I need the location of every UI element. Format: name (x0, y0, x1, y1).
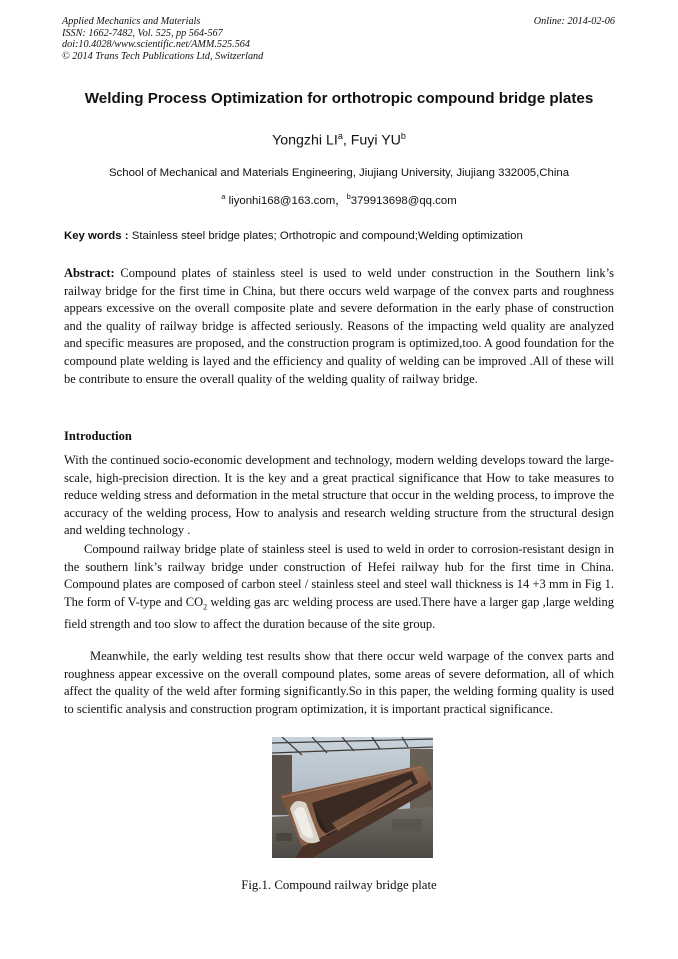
author-name-2: Fuyi YU (350, 132, 401, 149)
author-separator: , (342, 132, 351, 149)
email-sup-a: a (221, 192, 226, 202)
co2-subscript: 2 (203, 602, 208, 612)
abstract-label: Abstract: (64, 266, 115, 280)
intro-paragraph-1: With the continued socio-economic development and technology, modern welding develops toward the large-scale, high-precision direction. It is the key and a great practical significance that How to take measures to reduce welding stress and deformation in the metal structure that occur in the welding process, to improve the accuracy of the welding process, How to analysis and research welding structure from the structural design and welding technology . (64, 453, 614, 538)
journal-name: Applied Mechanics and Materials (62, 16, 201, 27)
copyright-line: © 2014 Trans Tech Publications Ltd, Switzerland (62, 50, 264, 62)
figure-photo (272, 737, 433, 858)
intro-paragraph-3: Meanwhile, the early welding test results show that there occur weld warpage of the convex parts and roughness appear excessive on the overall compound plates, some areas of severe deformation, all of which affect the quality of the weld after forming significantly.So in this paper, the welding forming quality is used to scientific analysis and construction program optimization, it is important practical significance. (64, 649, 614, 716)
abstract (64, 265, 614, 388)
section-heading-introduction: Introduction (64, 429, 132, 443)
intro-paragraph-2 (64, 541, 614, 633)
online-date: Online: 2014-02-06 (533, 16, 615, 27)
author-line (0, 131, 678, 149)
issn-line: ISSN: 1662-7482, Vol. 525, pp 564-567 (62, 27, 223, 39)
author-name-1: Yongzhi LI (272, 132, 338, 149)
doi-line: doi:10.4028/www.scientific.net/AMM.525.564 (62, 39, 250, 51)
email-sup-b: b (346, 192, 351, 202)
keywords (64, 230, 523, 242)
keywords-label: Key words : (64, 230, 129, 242)
bridge-plate-photo-illustration (272, 737, 433, 858)
intro-p2-text-a: Compound railway bridge plate of stainless steel is used to weld in order to corrosion-resistant design in the southern link’s railway bridge under construction of Hefei railway hub for the first time in China. Compound plates are composed of carbon steel / stainless steel and steel wall thickness is 14 +3 mm in Fig 1. The form of V-type and CO (64, 542, 614, 609)
figure-caption: Fig.1. Compound railway bridge plate (241, 878, 437, 892)
abstract-text: Compound plates of stainless steel is used to weld under construction in the Southern link’s railway bridge for the first time in China, but there occurs weld warpage of the convex parts and roughness appears excessive on the overall composite plate and severe deformation in the early phase of construction and the quality of railway bridge is affected seriously. Reasons of the impacting weld quality are analyzed and specific measures are proposed, and the construction program is optimized,too. A good foundation for the compound plate welding is layed and the efficiency and quality of welding can be improved .All of these will be contribute to ensure the overall quality of the welding quality of railway bridge. (64, 266, 614, 386)
email-b: 379913698@qq.com (350, 195, 457, 207)
intro-p2-text-b: welding gas arc welding process are used.There have a larger gap ,large welding field strength and too slow to affect the duration because of the site group. (64, 594, 615, 631)
keywords-text: Stainless steel bridge plates; Orthotropic and compound;Welding optimization (128, 230, 523, 242)
author-sup-2: b (400, 131, 406, 141)
author-sup-1: a (337, 131, 343, 141)
email-a: liyonhi168@163.com， (225, 195, 347, 207)
email-line (0, 192, 678, 208)
journal-metadata (62, 16, 263, 62)
paper-title: Welding Process Optimization for orthotropic compound bridge plates (84, 90, 594, 107)
affiliation: School of Mechanical and Materials Engineering, Jiujiang University, Jiujiang 332005,China (108, 167, 570, 179)
